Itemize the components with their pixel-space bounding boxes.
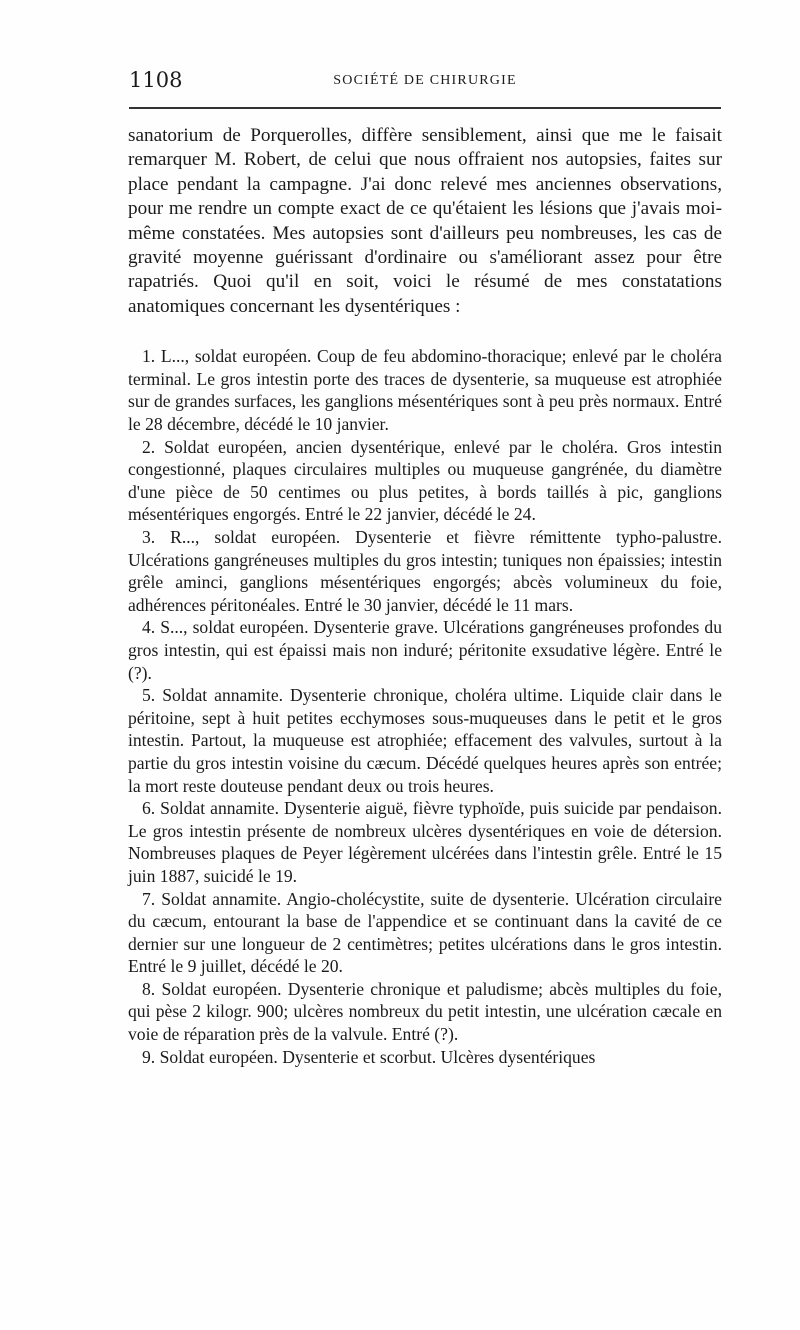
observation-4: 4. S..., soldat européen. Dysenterie grave. Ulcérations gangréneuses profondes du gros intestin, qui est épaissi mais non induré; péritonite exsudative légère. Entré le (?). [128, 617, 722, 683]
running-title: SOCIÉTÉ DE CHIRURGIE [333, 73, 517, 88]
observation-2: 2. Soldat européen, ancien dysentérique, enlevé par le choléra. Gros intestin congestionné, plaques circulaires multiples ou muqueuse gangrénée, du diamètre d'une pièce de 50 centimes ou plus petites, à bords taillés à pic, ganglions mésentériques engorgés. Entré le 22 janvier, décédé le 24. [128, 436, 722, 525]
intro-paragraph: sanatorium de Porquerolles, diffère sensiblement, ainsi que me le faisait remarquer M. Robert, de celui que nous offraient nos autopsies, faites sur place pendant la campagne. J'ai donc relevé mes anciennes observations, pour me rendre un compte exact de ce qu'étaient les lésions que j'avais moi-même constatées. Mes autopsies sont d'ailleurs peu nombreuses, les cas de gravité moyenne guérissant d'ordinaire ou s'améliorant assez pour être rapatriés. Quoi qu'il en soit, voici le résumé de mes constatations anatomiques concernant les dysentériques : [128, 125, 722, 317]
observation-7: 7. Soldat annamite. Angio-cholécystite, suite de dysenterie. Ulcération circulaire du cæcum, entourant la base de l'appendice et se continuant dans la cavité de ce dernier sur une longueur de 2 centimètres; petites ulcérations dans le gros intestin. Entré le 9 juillet, décédé le 20. [128, 888, 722, 977]
page-number: 1108 [129, 68, 183, 92]
page-body [128, 124, 722, 1068]
observation-3: 3. R..., soldat européen. Dysenterie et fièvre rémittente typho-palustre. Ulcérations gangréneuses multiples du gros intestin; tuniques non épaissies; intestin grêle aminci, ganglions mésentériques engorgés; abcès volumineux du foie, adhérences péritonéales. Entré le 30 janvier, décédé le 11 mars. [128, 527, 722, 615]
header-rule [129, 107, 721, 109]
observation-8: 8. Soldat européen. Dysenterie chronique et paludisme; abcès multiples du foie, qui pèse 2 kilogr. 900; ulcères nombreux du petit intestin, une ulcération cæcale en voie de réparation près de la valvule. Entré (?). [128, 978, 722, 1045]
observation-5: 5. Soldat annamite. Dysenterie chronique, choléra ultime. Liquide clair dans le péritoine, sept à huit petites ecchymoses sous-muqueuses dans le petit et le gros intestin. Partout, la muqueuse est atrophiée; effacement des valvules, surtout à la partie du gros intestin voisine du cæcum. Décédé quelques heures après son entrée; la mort reste douteuse pendant deux ou trois heures. [128, 685, 722, 796]
page-header [129, 68, 721, 98]
observation-6: 6. Soldat annamite. Dysenterie aiguë, fièvre typhoïde, puis suicide par pendaison. Le gros intestin présente de nombreux ulcères dysentériques en voie de détersion. Nombreuses plaques de Peyer légèrement ulcérées dans l'intestin grêle. Entré le 15 juin 1887, suicidé le 19. [128, 798, 722, 886]
observation-list [128, 345, 722, 1068]
observation-9: 9. Soldat européen. Dysenterie et scorbut. Ulcères dysentériques [142, 1046, 596, 1067]
observation-1: 1. L..., soldat européen. Coup de feu abdomino-thoracique; enlevé par le choléra terminal. Le gros intestin porte des traces de dysenterie, sa muqueuse est atrophiée sur de grandes surfaces, les ganglions mésentériques sont à peu près normaux. Entré le 28 décembre, décédé le 10 janvier. [128, 346, 722, 435]
